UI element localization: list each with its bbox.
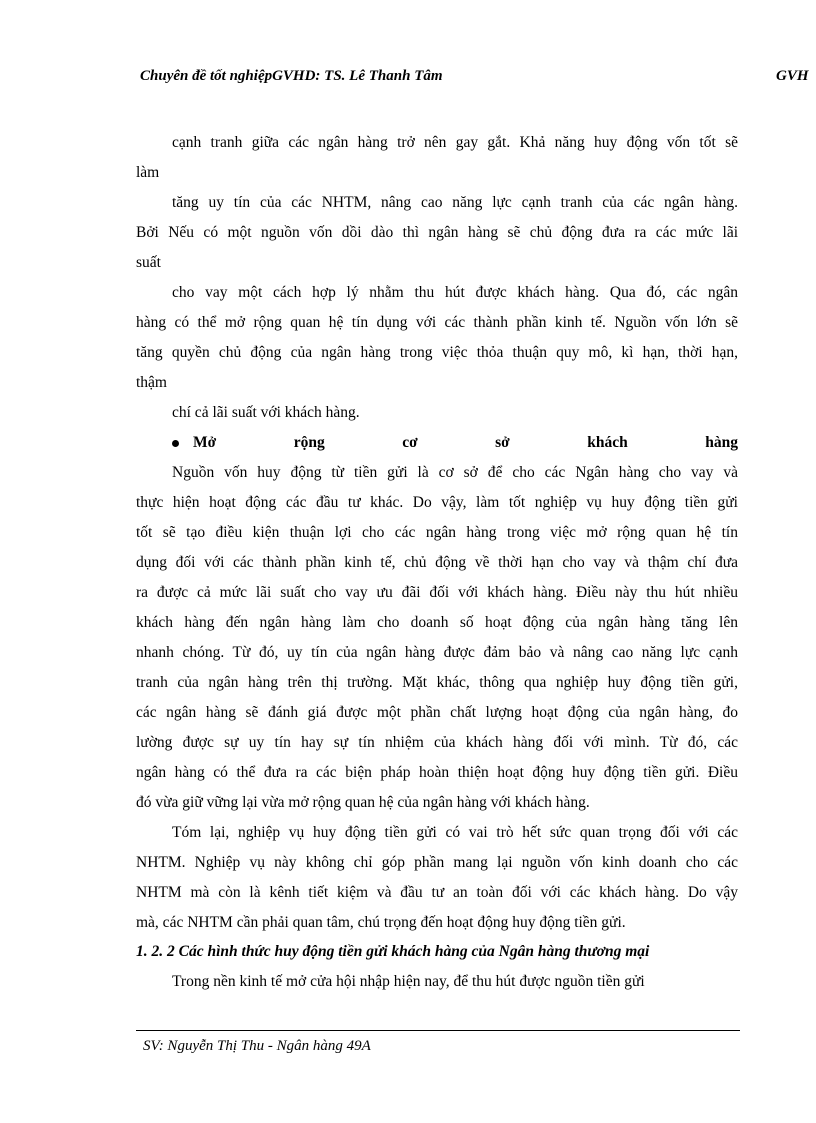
body-line: NHTM. Nghiệp vụ này không chỉ góp phần mang lại nguồn vốn kinh doanh cho các	[136, 854, 738, 871]
bullet-word: sở	[495, 434, 510, 451]
body-line: Nguồn vốn huy động từ tiền gửi là cơ sở để cho các Ngân hàng cho vay và	[172, 464, 738, 481]
footer-divider	[136, 1030, 740, 1031]
body-line: mà, các NHTM cần phải quan tâm, chú trọng đến hoạt động huy động tiền gửi.	[136, 914, 626, 931]
body-line: cạnh tranh giữa các ngân hàng trở nên gay gắt. Khả năng huy động vốn tốt sẽ	[172, 134, 738, 151]
body-line: Tóm lại, nghiệp vụ huy động tiền gửi có vai trò hết sức quan trọng đối với các	[172, 824, 738, 841]
page-header-right-fragment: GVH	[776, 68, 809, 84]
body-line: chí cả lãi suất với khách hàng.	[172, 404, 360, 421]
bullet-word: khách	[587, 434, 628, 451]
page-footer: SV: Nguyễn Thị Thu - Ngân hàng 49A	[143, 1038, 371, 1054]
body-line: cho vay một cách hợp lý nhằm thu hút được khách hàng. Qua đó, các ngân	[172, 284, 738, 301]
body-line: Bởi Nếu có một nguồn vốn dồi dào thì ngân hàng sẽ chủ động đưa ra các mức lãi	[136, 224, 738, 241]
body-line: NHTM mà còn là kênh tiết kiệm và đầu tư an toàn đối với các khách hàng. Do vậy	[136, 884, 738, 901]
bullet-word: rộng	[293, 434, 325, 451]
body-line: tăng uy tín của các NHTM, nâng cao năng lực cạnh tranh của các ngân hàng.	[172, 194, 738, 211]
body-line: khách hàng đến ngân hàng làm cho doanh số hoạt động của ngân hàng tăng lên	[136, 614, 738, 631]
body-line: tăng quyền chủ động của ngân hàng trong việc thỏa thuận quy mô, kì hạn, thời hạn,	[136, 344, 738, 361]
body-line: làm	[136, 164, 160, 181]
body-line: tranh của ngân hàng trên thị trường. Mặt khác, thông qua nghiệp huy động tiền gửi,	[136, 674, 738, 691]
body-line: nhanh chóng. Từ đó, uy tín của ngân hàng được đảm bảo và nâng cao năng lực cạnh	[136, 644, 738, 661]
body-line: tốt sẽ tạo điều kiện thuận lợi cho các ngân hàng trong việc mở rộng quan hệ tín	[136, 524, 738, 541]
body-line: đó vừa giữ vững lại vừa mở rộng quan hệ của ngân hàng với khách hàng.	[136, 794, 590, 811]
body-line: ngân hàng có thể đưa ra các biện pháp hoàn thiện hoạt động huy động tiền gửi. Điều	[136, 764, 738, 781]
body-line: dụng đối với các thành phần kinh tế, chủ động về thời hạn cho vay và thậm chí đưa	[136, 554, 738, 571]
body-line: Trong nền kinh tế mở cửa hội nhập hiện nay, để thu hút được nguồn tiền gửi	[172, 973, 645, 990]
body-line: các ngân hàng sẽ đánh giá được một phần chất lượng hoạt động của ngân hàng, đo	[136, 704, 738, 721]
body-line: thậm	[136, 374, 167, 391]
body-line: lường được sự uy tín hay sự tín nhiệm của khách hàng đối với mình. Từ đó, các	[136, 734, 738, 751]
section-subheading: 1. 2. 2 Các hình thức huy động tiền gửi khách hàng của Ngân hàng thương mại	[136, 943, 650, 960]
bullet-dot-icon	[172, 440, 179, 447]
bullet-word: Mở	[193, 434, 217, 451]
page-header-title: Chuyên đề tốt nghiệpGVHD: TS. Lê Thanh Tâm	[140, 68, 443, 84]
body-line: ra được cả mức lãi suất cho vay ưu đãi đối với khách hàng. Điều này thu hút nhiều	[136, 584, 738, 601]
bullet-word: cơ	[402, 434, 418, 451]
bullet-heading	[172, 433, 738, 453]
body-line: suất	[136, 254, 161, 271]
body-line: thực hiện hoạt động các đầu tư khác. Do vậy, làm tốt nghiệp vụ huy động tiền gửi	[136, 494, 738, 511]
bullet-word: hàng	[705, 434, 738, 451]
body-line: hàng có thể mở rộng quan hệ tín dụng với các thành phần kinh tế. Nguồn vốn lớn sẽ	[136, 314, 738, 331]
